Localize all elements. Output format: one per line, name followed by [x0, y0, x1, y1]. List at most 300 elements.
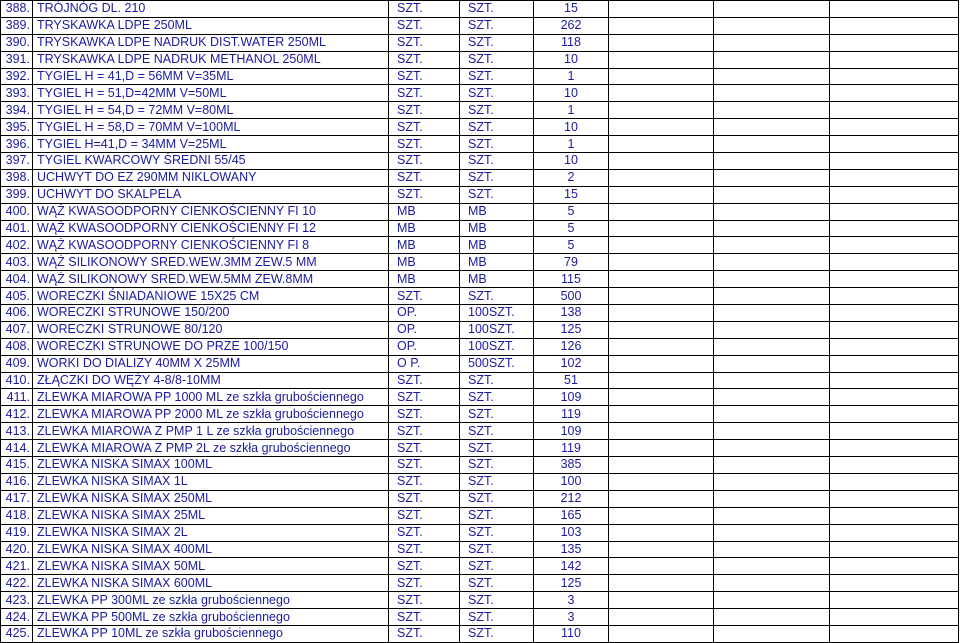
empty-cell	[714, 271, 830, 288]
unit-cell: SZT.	[389, 186, 460, 203]
empty-cell	[830, 473, 959, 490]
empty-cell	[609, 305, 714, 322]
empty-cell	[830, 169, 959, 186]
empty-cell	[714, 609, 830, 626]
empty-cell	[609, 625, 714, 642]
unit-cell: SZT.	[389, 609, 460, 626]
empty-cell	[830, 609, 959, 626]
row-number-cell: 424.	[1, 609, 33, 626]
table-row	[1, 220, 959, 237]
empty-cell	[609, 85, 714, 102]
empty-cell	[830, 490, 959, 507]
empty-cell	[830, 136, 959, 153]
row-number-cell: 401.	[1, 220, 33, 237]
empty-cell	[714, 169, 830, 186]
empty-cell	[714, 524, 830, 541]
empty-cell	[830, 51, 959, 68]
item-name-cell: WĄŻ SILIKONOWY SRED.WEW.5MM ZEW.8MM	[33, 271, 389, 288]
empty-cell	[830, 592, 959, 609]
quantity-cell: 500	[534, 288, 609, 305]
package-unit-cell: MB	[460, 237, 534, 254]
empty-cell	[609, 558, 714, 575]
unit-cell: SZT.	[389, 288, 460, 305]
package-unit-cell: 500SZT.	[460, 355, 534, 372]
empty-cell	[609, 254, 714, 271]
empty-cell	[609, 237, 714, 254]
table-row	[1, 17, 959, 34]
row-number-cell: 396.	[1, 136, 33, 153]
item-name-cell: ZLEWKA PP 10ML ze szkła grubościennego	[33, 625, 389, 642]
row-number-cell: 408.	[1, 338, 33, 355]
row-number-cell: 391.	[1, 51, 33, 68]
empty-cell	[609, 102, 714, 119]
unit-cell: O P.	[389, 355, 460, 372]
empty-cell	[609, 186, 714, 203]
table-row	[1, 507, 959, 524]
package-unit-cell: SZT.	[460, 1, 534, 18]
table-row	[1, 203, 959, 220]
empty-cell	[830, 34, 959, 51]
table-row	[1, 1, 959, 18]
row-number-cell: 388.	[1, 1, 33, 18]
item-name-cell: TRYSKAWKA LDPE NADRUK DIST.WATER 250ML	[33, 34, 389, 51]
unit-cell: MB	[389, 237, 460, 254]
package-unit-cell: SZT.	[460, 68, 534, 85]
item-name-cell: TYGIEL H = 54,D = 72MM V=80ML	[33, 102, 389, 119]
quantity-cell: 138	[534, 305, 609, 322]
quantity-cell: 109	[534, 423, 609, 440]
empty-cell	[714, 203, 830, 220]
empty-cell	[609, 17, 714, 34]
package-unit-cell: SZT.	[460, 169, 534, 186]
quantity-cell: 262	[534, 17, 609, 34]
empty-cell	[609, 457, 714, 474]
empty-cell	[714, 102, 830, 119]
package-unit-cell: 100SZT.	[460, 305, 534, 322]
row-number-cell: 400.	[1, 203, 33, 220]
table-row	[1, 457, 959, 474]
row-number-cell: 413.	[1, 423, 33, 440]
row-number-cell: 398.	[1, 169, 33, 186]
unit-cell: SZT.	[389, 17, 460, 34]
row-number-cell: 425.	[1, 625, 33, 642]
quantity-cell: 142	[534, 558, 609, 575]
empty-cell	[830, 153, 959, 170]
empty-cell	[714, 220, 830, 237]
empty-cell	[714, 575, 830, 592]
package-unit-cell: SZT.	[460, 625, 534, 642]
package-unit-cell: SZT.	[460, 406, 534, 423]
quantity-cell: 100	[534, 473, 609, 490]
row-number-cell: 405.	[1, 288, 33, 305]
table-row	[1, 575, 959, 592]
quantity-cell: 212	[534, 490, 609, 507]
quantity-cell: 135	[534, 541, 609, 558]
row-number-cell: 421.	[1, 558, 33, 575]
item-name-cell: ZLEWKA NISKA SIMAX 25ML	[33, 507, 389, 524]
unit-cell: SZT.	[389, 136, 460, 153]
item-name-cell: ZLEWKA PP 300ML ze szkła grubościennego	[33, 592, 389, 609]
empty-cell	[714, 473, 830, 490]
package-unit-cell: SZT.	[460, 524, 534, 541]
item-name-cell: TYGIEL KWARCOWY ŚREDNI 55/45	[33, 153, 389, 170]
quantity-cell: 15	[534, 1, 609, 18]
table-row	[1, 558, 959, 575]
empty-cell	[609, 321, 714, 338]
unit-cell: SZT.	[389, 169, 460, 186]
item-name-cell: ZLEWKA NISKA SIMAX 2L	[33, 524, 389, 541]
unit-cell: SZT.	[389, 575, 460, 592]
empty-cell	[714, 389, 830, 406]
table-body	[1, 1, 959, 643]
row-number-cell: 412.	[1, 406, 33, 423]
quantity-cell: 115	[534, 271, 609, 288]
table-row	[1, 254, 959, 271]
item-name-cell: ZLEWKA NISKA SIMAX 600ML	[33, 575, 389, 592]
row-number-cell: 389.	[1, 17, 33, 34]
quantity-cell: 10	[534, 51, 609, 68]
package-unit-cell: SZT.	[460, 85, 534, 102]
empty-cell	[609, 288, 714, 305]
empty-cell	[830, 457, 959, 474]
item-name-cell: ZLEWKA MIAROWA PP 2000 ML ze szkła grubościennego	[33, 406, 389, 423]
package-unit-cell: SZT.	[460, 609, 534, 626]
package-unit-cell: SZT.	[460, 51, 534, 68]
empty-cell	[714, 457, 830, 474]
quantity-cell: 109	[534, 389, 609, 406]
unit-cell: MB	[389, 203, 460, 220]
empty-cell	[609, 355, 714, 372]
empty-cell	[609, 220, 714, 237]
empty-cell	[609, 507, 714, 524]
table-row	[1, 473, 959, 490]
quantity-cell: 119	[534, 440, 609, 457]
table-row	[1, 609, 959, 626]
empty-cell	[609, 440, 714, 457]
empty-cell	[830, 355, 959, 372]
empty-cell	[830, 271, 959, 288]
empty-cell	[714, 490, 830, 507]
empty-cell	[830, 372, 959, 389]
table-row	[1, 389, 959, 406]
empty-cell	[830, 203, 959, 220]
quantity-cell: 119	[534, 406, 609, 423]
item-name-cell: UCHWYT DO SKALPELA	[33, 186, 389, 203]
unit-cell: SZT.	[389, 119, 460, 136]
empty-cell	[714, 153, 830, 170]
empty-cell	[714, 34, 830, 51]
empty-cell	[714, 17, 830, 34]
package-unit-cell: SZT.	[460, 592, 534, 609]
unit-cell: SZT.	[389, 68, 460, 85]
quantity-cell: 165	[534, 507, 609, 524]
package-unit-cell: SZT.	[460, 389, 534, 406]
quantity-cell: 5	[534, 203, 609, 220]
item-name-cell: WĄŻ KWASOODPORNY CIENKOŚCIENNY FI 8	[33, 237, 389, 254]
row-number-cell: 409.	[1, 355, 33, 372]
row-number-cell: 410.	[1, 372, 33, 389]
empty-cell	[830, 423, 959, 440]
row-number-cell: 418.	[1, 507, 33, 524]
empty-cell	[830, 338, 959, 355]
item-name-cell: WĄŻ KWASOODPORNY CIENKOŚCIENNY FI 10	[33, 203, 389, 220]
table-row	[1, 169, 959, 186]
quantity-cell: 2	[534, 169, 609, 186]
table-row	[1, 288, 959, 305]
package-unit-cell: SZT.	[460, 473, 534, 490]
item-name-cell: WĄŻ KWASOODPORNY CIENKOŚCIENNY FI 12	[33, 220, 389, 237]
empty-cell	[714, 51, 830, 68]
item-name-cell: ZLEWKA NISKA SIMAX 1L	[33, 473, 389, 490]
package-unit-cell: SZT.	[460, 119, 534, 136]
row-number-cell: 406.	[1, 305, 33, 322]
table-row	[1, 541, 959, 558]
quantity-cell: 125	[534, 321, 609, 338]
quantity-cell: 15	[534, 186, 609, 203]
table-row	[1, 355, 959, 372]
package-unit-cell: SZT.	[460, 490, 534, 507]
empty-cell	[830, 119, 959, 136]
quantity-cell: 118	[534, 34, 609, 51]
table-row	[1, 338, 959, 355]
item-name-cell: WORECZKI STRUNOWE DO PRZE 100/150	[33, 338, 389, 355]
unit-cell: SZT.	[389, 524, 460, 541]
package-unit-cell: SZT.	[460, 558, 534, 575]
empty-cell	[830, 406, 959, 423]
item-name-cell: WORECZKI STRUNOWE 150/200	[33, 305, 389, 322]
item-name-cell: TRYSKAWKA LDPE 250ML	[33, 17, 389, 34]
unit-cell: SZT.	[389, 473, 460, 490]
unit-cell: SZT.	[389, 372, 460, 389]
empty-cell	[714, 355, 830, 372]
empty-cell	[609, 34, 714, 51]
empty-cell	[830, 440, 959, 457]
quantity-cell: 126	[534, 338, 609, 355]
row-number-cell: 417.	[1, 490, 33, 507]
empty-cell	[830, 237, 959, 254]
package-unit-cell: SZT.	[460, 102, 534, 119]
quantity-cell: 3	[534, 592, 609, 609]
item-name-cell: TYGIEL H = 58,D = 70MM V=100ML	[33, 119, 389, 136]
empty-cell	[830, 575, 959, 592]
empty-cell	[830, 625, 959, 642]
item-name-cell: ZLEWKA NISKA SIMAX 100ML	[33, 457, 389, 474]
row-number-cell: 390.	[1, 34, 33, 51]
unit-cell: MB	[389, 254, 460, 271]
package-unit-cell: SZT.	[460, 136, 534, 153]
item-name-cell: ZŁĄCZKI DO WĘŻY 4-8/8-10MM	[33, 372, 389, 389]
unit-cell: SZT.	[389, 592, 460, 609]
table-row	[1, 372, 959, 389]
empty-cell	[830, 254, 959, 271]
package-unit-cell: MB	[460, 220, 534, 237]
row-number-cell: 392.	[1, 68, 33, 85]
empty-cell	[714, 558, 830, 575]
package-unit-cell: SZT.	[460, 153, 534, 170]
table-row	[1, 440, 959, 457]
quantity-cell: 103	[534, 524, 609, 541]
item-name-cell: ZLEWKA NISKA SIMAX 50ML	[33, 558, 389, 575]
quantity-cell: 79	[534, 254, 609, 271]
unit-cell: SZT.	[389, 153, 460, 170]
unit-cell: SZT.	[389, 507, 460, 524]
table-row	[1, 524, 959, 541]
empty-cell	[609, 169, 714, 186]
table-row	[1, 102, 959, 119]
empty-cell	[714, 136, 830, 153]
quantity-cell: 5	[534, 220, 609, 237]
empty-cell	[609, 68, 714, 85]
empty-cell	[830, 68, 959, 85]
item-name-cell: UCHWYT DO EZ 290MM NIKLOWANY	[33, 169, 389, 186]
empty-cell	[830, 305, 959, 322]
package-unit-cell: SZT.	[460, 288, 534, 305]
item-name-cell: TRYSKAWKA LDPE NADRUK METHANOL 250ML	[33, 51, 389, 68]
quantity-cell: 10	[534, 119, 609, 136]
unit-cell: SZT.	[389, 34, 460, 51]
unit-cell: SZT.	[389, 85, 460, 102]
empty-cell	[609, 541, 714, 558]
row-number-cell: 404.	[1, 271, 33, 288]
empty-cell	[830, 220, 959, 237]
unit-cell: OP.	[389, 305, 460, 322]
row-number-cell: 422.	[1, 575, 33, 592]
table-row	[1, 119, 959, 136]
package-unit-cell: SZT.	[460, 541, 534, 558]
package-unit-cell: SZT.	[460, 440, 534, 457]
table-row	[1, 321, 959, 338]
empty-cell	[609, 271, 714, 288]
unit-cell: SZT.	[389, 406, 460, 423]
package-unit-cell: SZT.	[460, 423, 534, 440]
row-number-cell: 415.	[1, 457, 33, 474]
quantity-cell: 1	[534, 136, 609, 153]
quantity-cell: 1	[534, 102, 609, 119]
empty-cell	[714, 254, 830, 271]
item-name-cell: ZLEWKA NISKA SIMAX 250ML	[33, 490, 389, 507]
empty-cell	[830, 17, 959, 34]
empty-cell	[830, 85, 959, 102]
empty-cell	[609, 473, 714, 490]
table-row	[1, 85, 959, 102]
quantity-cell: 102	[534, 355, 609, 372]
empty-cell	[830, 321, 959, 338]
table-row	[1, 237, 959, 254]
row-number-cell: 407.	[1, 321, 33, 338]
empty-cell	[714, 592, 830, 609]
package-unit-cell: SZT.	[460, 34, 534, 51]
table-row	[1, 68, 959, 85]
empty-cell	[830, 186, 959, 203]
empty-cell	[830, 288, 959, 305]
empty-cell	[609, 524, 714, 541]
empty-cell	[609, 136, 714, 153]
empty-cell	[830, 102, 959, 119]
table-row	[1, 34, 959, 51]
quantity-cell: 5	[534, 237, 609, 254]
row-number-cell: 399.	[1, 186, 33, 203]
table-row	[1, 51, 959, 68]
table-row	[1, 271, 959, 288]
unit-cell: SZT.	[389, 389, 460, 406]
unit-cell: SZT.	[389, 625, 460, 642]
table-row	[1, 186, 959, 203]
table-row	[1, 406, 959, 423]
empty-cell	[714, 68, 830, 85]
empty-cell	[609, 203, 714, 220]
table-row	[1, 153, 959, 170]
item-name-cell: TRÓJNÓG DL. 210	[33, 1, 389, 18]
empty-cell	[609, 51, 714, 68]
quantity-cell: 51	[534, 372, 609, 389]
item-name-cell: WORKI DO DIALIZY 40MM X 25MM	[33, 355, 389, 372]
unit-cell: MB	[389, 271, 460, 288]
empty-cell	[714, 1, 830, 18]
empty-cell	[714, 321, 830, 338]
empty-cell	[609, 153, 714, 170]
row-number-cell: 419.	[1, 524, 33, 541]
empty-cell	[714, 85, 830, 102]
empty-cell	[714, 305, 830, 322]
empty-cell	[609, 1, 714, 18]
item-name-cell: ZLEWKA MIAROWA Z PMP 2L ze szkła grubościennego	[33, 440, 389, 457]
row-number-cell: 420.	[1, 541, 33, 558]
unit-cell: SZT.	[389, 51, 460, 68]
package-unit-cell: SZT.	[460, 507, 534, 524]
quantity-cell: 10	[534, 85, 609, 102]
table-row	[1, 625, 959, 642]
empty-cell	[714, 372, 830, 389]
unit-cell: MB	[389, 220, 460, 237]
empty-cell	[609, 406, 714, 423]
item-name-cell: TYGIEL H = 51,D=42MM V=50ML	[33, 85, 389, 102]
package-unit-cell: SZT.	[460, 186, 534, 203]
empty-cell	[714, 186, 830, 203]
empty-cell	[830, 507, 959, 524]
package-unit-cell: SZT.	[460, 17, 534, 34]
unit-cell: SZT.	[389, 457, 460, 474]
empty-cell	[609, 338, 714, 355]
unit-cell: OP.	[389, 321, 460, 338]
item-name-cell: WORECZKI STRUNOWE 80/120	[33, 321, 389, 338]
row-number-cell: 397.	[1, 153, 33, 170]
quantity-cell: 125	[534, 575, 609, 592]
table-row	[1, 305, 959, 322]
empty-cell	[714, 541, 830, 558]
item-name-cell: ZLEWKA NISKA SIMAX 400ML	[33, 541, 389, 558]
empty-cell	[830, 389, 959, 406]
item-name-cell: ZLEWKA MIAROWA Z PMP 1 L ze szkła grubościennego	[33, 423, 389, 440]
empty-cell	[609, 389, 714, 406]
package-unit-cell: 100SZT.	[460, 338, 534, 355]
quantity-cell: 10	[534, 153, 609, 170]
unit-cell: SZT.	[389, 423, 460, 440]
row-number-cell: 411.	[1, 389, 33, 406]
empty-cell	[714, 406, 830, 423]
item-name-cell: ZLEWKA PP 500ML ze szkła grubościennego	[33, 609, 389, 626]
item-name-cell: WĄŻ SILIKONOWY SRED.WEW.3MM ZEW.5 MM	[33, 254, 389, 271]
package-unit-cell: 100SZT.	[460, 321, 534, 338]
quantity-cell: 3	[534, 609, 609, 626]
package-unit-cell: SZT.	[460, 372, 534, 389]
empty-cell	[609, 423, 714, 440]
package-unit-cell: MB	[460, 203, 534, 220]
unit-cell: SZT.	[389, 1, 460, 18]
item-name-cell: WORECZKI ŚNIADANIOWE 15X25 CM	[33, 288, 389, 305]
package-unit-cell: MB	[460, 254, 534, 271]
package-unit-cell: SZT.	[460, 575, 534, 592]
empty-cell	[714, 507, 830, 524]
